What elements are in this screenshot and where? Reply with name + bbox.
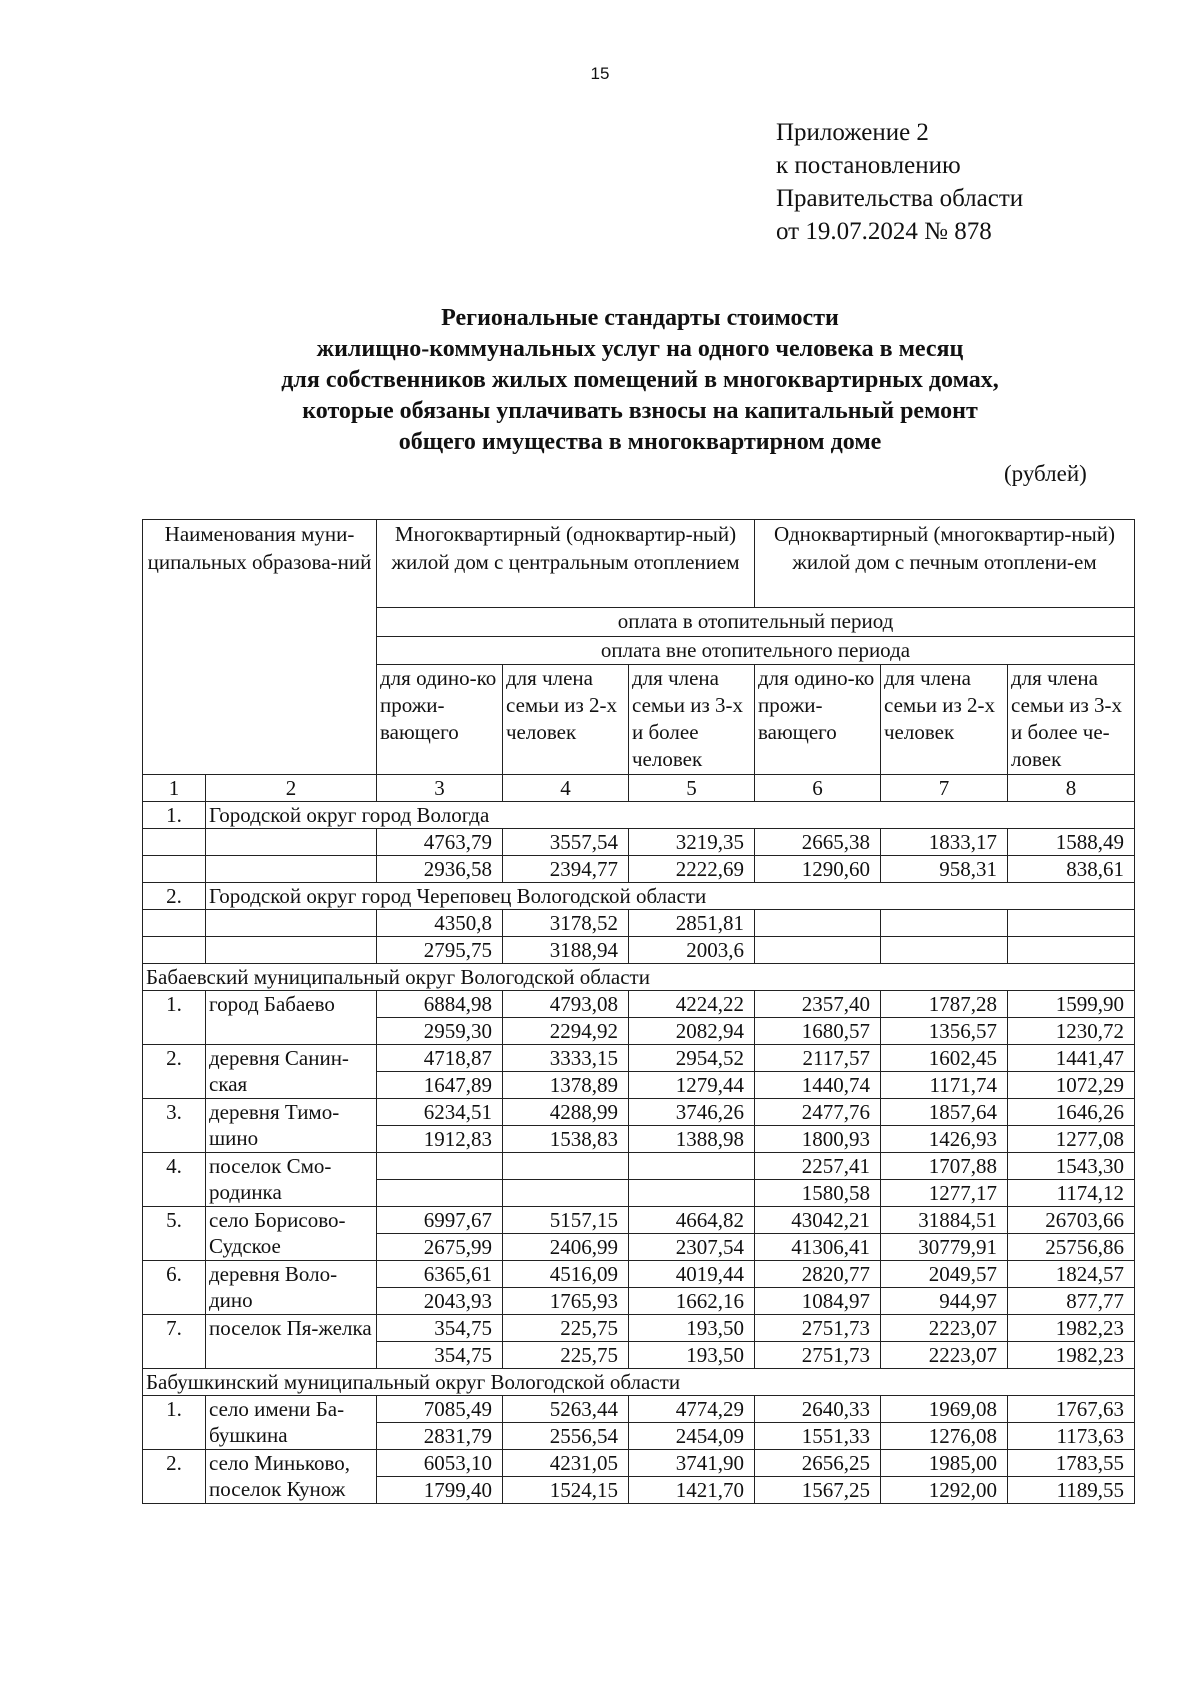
- value-cell: 6997,67: [377, 1207, 503, 1234]
- column-number: 6: [755, 775, 881, 802]
- territory-name: Городской округ город Череповец Вологодской области: [206, 883, 1135, 910]
- value-cell: 6234,51: [377, 1099, 503, 1126]
- value-cell: 1388,98: [629, 1126, 755, 1153]
- value-cell: 2831,79: [377, 1423, 503, 1450]
- value-cell: 1599,90: [1008, 991, 1135, 1018]
- table-row: [143, 991, 1135, 1018]
- value-cell: 2795,75: [377, 937, 503, 964]
- value-cell: 193,50: [629, 1315, 755, 1342]
- value-cell: 4774,29: [629, 1396, 755, 1423]
- section-row: [143, 964, 1135, 991]
- value-cell: 1985,00: [881, 1450, 1008, 1477]
- header-sub-family-2: для члена семьи из 2-х человек: [503, 665, 629, 775]
- value-cell: 2357,40: [755, 991, 881, 1018]
- territory-row: [143, 883, 1135, 910]
- title-line: жилищно-коммунальных услуг на одного человека в месяц: [316, 336, 964, 362]
- table-row: [143, 856, 1135, 883]
- value-cell: 3219,35: [629, 829, 755, 856]
- value-cell: 4664,82: [629, 1207, 755, 1234]
- value-cell: 1072,29: [1008, 1072, 1135, 1099]
- value-cell: 25756,86: [1008, 1234, 1135, 1261]
- value-cell: 2477,76: [755, 1099, 881, 1126]
- column-number: 7: [881, 775, 1008, 802]
- section-row: [143, 1369, 1135, 1396]
- value-cell: [881, 910, 1008, 937]
- row-number: 1.: [143, 991, 206, 1045]
- value-cell: 2394,77: [503, 856, 629, 883]
- value-cell: 4350,8: [377, 910, 503, 937]
- empty-cell: [143, 910, 206, 937]
- value-cell: 3741,90: [629, 1450, 755, 1477]
- value-cell: 1378,89: [503, 1072, 629, 1099]
- table-row: [143, 1099, 1135, 1126]
- territory-name: село Борисово-Судское: [206, 1207, 377, 1261]
- value-cell: 2820,77: [755, 1261, 881, 1288]
- value-cell: [377, 1153, 503, 1180]
- value-cell: 3188,94: [503, 937, 629, 964]
- value-cell: 4763,79: [377, 829, 503, 856]
- header-heating-period: оплата в отопительный период: [377, 608, 1135, 637]
- table-row: [143, 1045, 1135, 1072]
- row-number: 3.: [143, 1099, 206, 1153]
- header-non-heating-period: оплата вне отопительного периода: [377, 637, 1135, 665]
- value-cell: 3333,15: [503, 1045, 629, 1072]
- table-row: [143, 937, 1135, 964]
- value-cell: 2223,07: [881, 1315, 1008, 1342]
- value-cell: 1982,23: [1008, 1315, 1135, 1342]
- column-number-row: [143, 775, 1135, 802]
- value-cell: 2454,09: [629, 1423, 755, 1450]
- value-cell: 1230,72: [1008, 1018, 1135, 1045]
- value-cell: 1800,93: [755, 1126, 881, 1153]
- section-label: Бабушкинский муниципальный округ Вологодской области: [143, 1369, 1135, 1396]
- value-cell: 1279,44: [629, 1072, 755, 1099]
- unit-label: (рублей): [1004, 461, 1087, 486]
- column-number: 8: [1008, 775, 1135, 802]
- value-cell: 944,97: [881, 1288, 1008, 1315]
- title-line: которые обязаны уплачивать взносы на капитальный ремонт: [302, 398, 978, 424]
- value-cell: 2082,94: [629, 1018, 755, 1045]
- value-cell: 1292,00: [881, 1477, 1008, 1504]
- title-line: для собственников жилых помещений в многоквартирных домах,: [281, 367, 999, 393]
- value-cell: 193,50: [629, 1342, 755, 1369]
- column-number: 4: [503, 775, 629, 802]
- value-cell: 2751,73: [755, 1342, 881, 1369]
- value-cell: 2049,57: [881, 1261, 1008, 1288]
- territory-name: село имени Ба-бушкина: [206, 1396, 377, 1450]
- value-cell: 354,75: [377, 1342, 503, 1369]
- value-cell: 4224,22: [629, 991, 755, 1018]
- territory-name: деревня Санин-ская: [206, 1045, 377, 1099]
- value-cell: 2640,33: [755, 1396, 881, 1423]
- value-cell: 1787,28: [881, 991, 1008, 1018]
- value-cell: 2936,58: [377, 856, 503, 883]
- value-cell: 4718,87: [377, 1045, 503, 1072]
- appendix-block: [776, 116, 1023, 248]
- value-cell: 1290,60: [755, 856, 881, 883]
- row-number: 2.: [143, 1450, 206, 1504]
- value-cell: 1084,97: [755, 1288, 881, 1315]
- value-cell: 2665,38: [755, 829, 881, 856]
- tariff-table: [142, 519, 1135, 1504]
- header-central-heating: Многоквартирный (одноквартир-ный) жилой дом с центральным отоплением: [377, 520, 755, 608]
- value-cell: [1008, 937, 1135, 964]
- value-cell: 5157,15: [503, 1207, 629, 1234]
- table-row: [143, 910, 1135, 937]
- column-number: 1: [143, 775, 206, 802]
- value-cell: 7085,49: [377, 1396, 503, 1423]
- header-name-column: Наименования муни-ципальных образова-ний: [143, 520, 377, 775]
- empty-cell: [143, 937, 206, 964]
- table-row: [143, 829, 1135, 856]
- table-row: [143, 1315, 1135, 1342]
- value-cell: 958,31: [881, 856, 1008, 883]
- column-number: 3: [377, 775, 503, 802]
- column-number: 5: [629, 775, 755, 802]
- value-cell: 4019,44: [629, 1261, 755, 1288]
- value-cell: 1277,08: [1008, 1126, 1135, 1153]
- value-cell: 2954,52: [629, 1045, 755, 1072]
- value-cell: 4793,08: [503, 991, 629, 1018]
- territory-name: поселок Смо-родинка: [206, 1153, 377, 1207]
- empty-cell: [143, 829, 206, 856]
- value-cell: 1174,12: [1008, 1180, 1135, 1207]
- header-stove-heating: Одноквартирный (многоквартир-ный) жилой дом с печным отоплени-ем: [755, 520, 1135, 608]
- value-cell: 1551,33: [755, 1423, 881, 1450]
- header-sub-family-3: для члена семьи из 3-х и более человек: [629, 665, 755, 775]
- value-cell: 2675,99: [377, 1234, 503, 1261]
- value-cell: 3746,26: [629, 1099, 755, 1126]
- table-row: [143, 1153, 1135, 1180]
- header-sub-family-3: для члена семьи из 3-х и более че-ловек: [1008, 665, 1135, 775]
- table-row: [143, 1450, 1135, 1477]
- value-cell: 1857,64: [881, 1099, 1008, 1126]
- value-cell: 1426,93: [881, 1126, 1008, 1153]
- value-cell: 225,75: [503, 1315, 629, 1342]
- header-row: [143, 520, 1135, 608]
- value-cell: 2003,6: [629, 937, 755, 964]
- value-cell: 2556,54: [503, 1423, 629, 1450]
- value-cell: 2043,93: [377, 1288, 503, 1315]
- value-cell: [1008, 910, 1135, 937]
- territory-row: [143, 802, 1135, 829]
- value-cell: [377, 1180, 503, 1207]
- value-cell: 4231,05: [503, 1450, 629, 1477]
- value-cell: 1969,08: [881, 1396, 1008, 1423]
- row-number: 6.: [143, 1261, 206, 1315]
- value-cell: 1799,40: [377, 1477, 503, 1504]
- value-cell: 1277,17: [881, 1180, 1008, 1207]
- value-cell: 1982,23: [1008, 1342, 1135, 1369]
- value-cell: 2851,81: [629, 910, 755, 937]
- value-cell: 1912,83: [377, 1126, 503, 1153]
- value-cell: 1824,57: [1008, 1261, 1135, 1288]
- value-cell: 6053,10: [377, 1450, 503, 1477]
- row-number: 2.: [143, 883, 206, 910]
- value-cell: [755, 910, 881, 937]
- value-cell: 838,61: [1008, 856, 1135, 883]
- empty-cell: [206, 937, 377, 964]
- value-cell: 2223,07: [881, 1342, 1008, 1369]
- value-cell: [503, 1180, 629, 1207]
- value-cell: 43042,21: [755, 1207, 881, 1234]
- value-cell: 1646,26: [1008, 1099, 1135, 1126]
- table-row: [143, 1396, 1135, 1423]
- row-number: 2.: [143, 1045, 206, 1099]
- value-cell: 1171,74: [881, 1072, 1008, 1099]
- appendix-line: Приложение 2: [776, 119, 929, 146]
- value-cell: 1538,83: [503, 1126, 629, 1153]
- row-number: 7.: [143, 1315, 206, 1369]
- value-cell: 30779,91: [881, 1234, 1008, 1261]
- value-cell: 2959,30: [377, 1018, 503, 1045]
- territory-name: село Миньково, поселок Кунож: [206, 1450, 377, 1504]
- row-number: 1.: [143, 1396, 206, 1450]
- value-cell: 1707,88: [881, 1153, 1008, 1180]
- table-row: [143, 1207, 1135, 1234]
- value-cell: 2406,99: [503, 1234, 629, 1261]
- territory-name: Городской округ город Вологда: [206, 802, 1135, 829]
- row-number: 4.: [143, 1153, 206, 1207]
- value-cell: [629, 1153, 755, 1180]
- value-cell: 1602,45: [881, 1045, 1008, 1072]
- value-cell: 1680,57: [755, 1018, 881, 1045]
- value-cell: 877,77: [1008, 1288, 1135, 1315]
- header-sub-single: для одино-ко прожи-вающего: [377, 665, 503, 775]
- value-cell: 2294,92: [503, 1018, 629, 1045]
- value-cell: 1783,55: [1008, 1450, 1135, 1477]
- value-cell: 2257,41: [755, 1153, 881, 1180]
- value-cell: 1567,25: [755, 1477, 881, 1504]
- column-number: 2: [206, 775, 377, 802]
- value-cell: 1767,63: [1008, 1396, 1135, 1423]
- empty-cell: [143, 856, 206, 883]
- header-sub-single: для одино-ко прожи-вающего: [755, 665, 881, 775]
- value-cell: 1356,57: [881, 1018, 1008, 1045]
- value-cell: 1276,08: [881, 1423, 1008, 1450]
- value-cell: 354,75: [377, 1315, 503, 1342]
- value-cell: 41306,41: [755, 1234, 881, 1261]
- value-cell: [755, 937, 881, 964]
- value-cell: 1189,55: [1008, 1477, 1135, 1504]
- document-title: [140, 303, 1140, 458]
- value-cell: 1588,49: [1008, 829, 1135, 856]
- territory-name: город Бабаево: [206, 991, 377, 1045]
- territory-name: деревня Воло-дино: [206, 1261, 377, 1315]
- appendix-line: от 19.07.2024 № 878: [776, 218, 992, 245]
- appendix-line: к постановлению: [776, 152, 961, 179]
- value-cell: 6884,98: [377, 991, 503, 1018]
- value-cell: 1833,17: [881, 829, 1008, 856]
- table-row: [143, 1261, 1135, 1288]
- appendix-line: Правительства области: [776, 185, 1024, 212]
- value-cell: 3178,52: [503, 910, 629, 937]
- section-label: Бабаевский муниципальный округ Вологодской области: [143, 964, 1135, 991]
- page-number: 15: [590, 64, 610, 83]
- row-number: 1.: [143, 802, 206, 829]
- empty-cell: [206, 829, 377, 856]
- row-number: 5.: [143, 1207, 206, 1261]
- territory-name: деревня Тимо-шино: [206, 1099, 377, 1153]
- value-cell: 1647,89: [377, 1072, 503, 1099]
- value-cell: [881, 937, 1008, 964]
- title-line: Региональные стандарты стоимости: [441, 305, 839, 331]
- value-cell: 1662,16: [629, 1288, 755, 1315]
- value-cell: 3557,54: [503, 829, 629, 856]
- value-cell: 2117,57: [755, 1045, 881, 1072]
- value-cell: 31884,51: [881, 1207, 1008, 1234]
- value-cell: [629, 1180, 755, 1207]
- header-sub-family-2: для члена семьи из 2-х человек: [881, 665, 1008, 775]
- value-cell: 2751,73: [755, 1315, 881, 1342]
- value-cell: 1580,58: [755, 1180, 881, 1207]
- value-cell: 26703,66: [1008, 1207, 1135, 1234]
- value-cell: 6365,61: [377, 1261, 503, 1288]
- empty-cell: [206, 910, 377, 937]
- value-cell: 4288,99: [503, 1099, 629, 1126]
- empty-cell: [206, 856, 377, 883]
- value-cell: 1441,47: [1008, 1045, 1135, 1072]
- value-cell: 1173,63: [1008, 1423, 1135, 1450]
- value-cell: 1543,30: [1008, 1153, 1135, 1180]
- value-cell: 2307,54: [629, 1234, 755, 1261]
- value-cell: [503, 1153, 629, 1180]
- value-cell: 1524,15: [503, 1477, 629, 1504]
- value-cell: 5263,44: [503, 1396, 629, 1423]
- value-cell: 4516,09: [503, 1261, 629, 1288]
- value-cell: 225,75: [503, 1342, 629, 1369]
- value-cell: 2222,69: [629, 856, 755, 883]
- value-cell: 2656,25: [755, 1450, 881, 1477]
- value-cell: 1440,74: [755, 1072, 881, 1099]
- value-cell: 1765,93: [503, 1288, 629, 1315]
- value-cell: 1421,70: [629, 1477, 755, 1504]
- title-line: общего имущества в многоквартирном доме: [398, 429, 882, 455]
- territory-name: поселок Пя-желка: [206, 1315, 377, 1369]
